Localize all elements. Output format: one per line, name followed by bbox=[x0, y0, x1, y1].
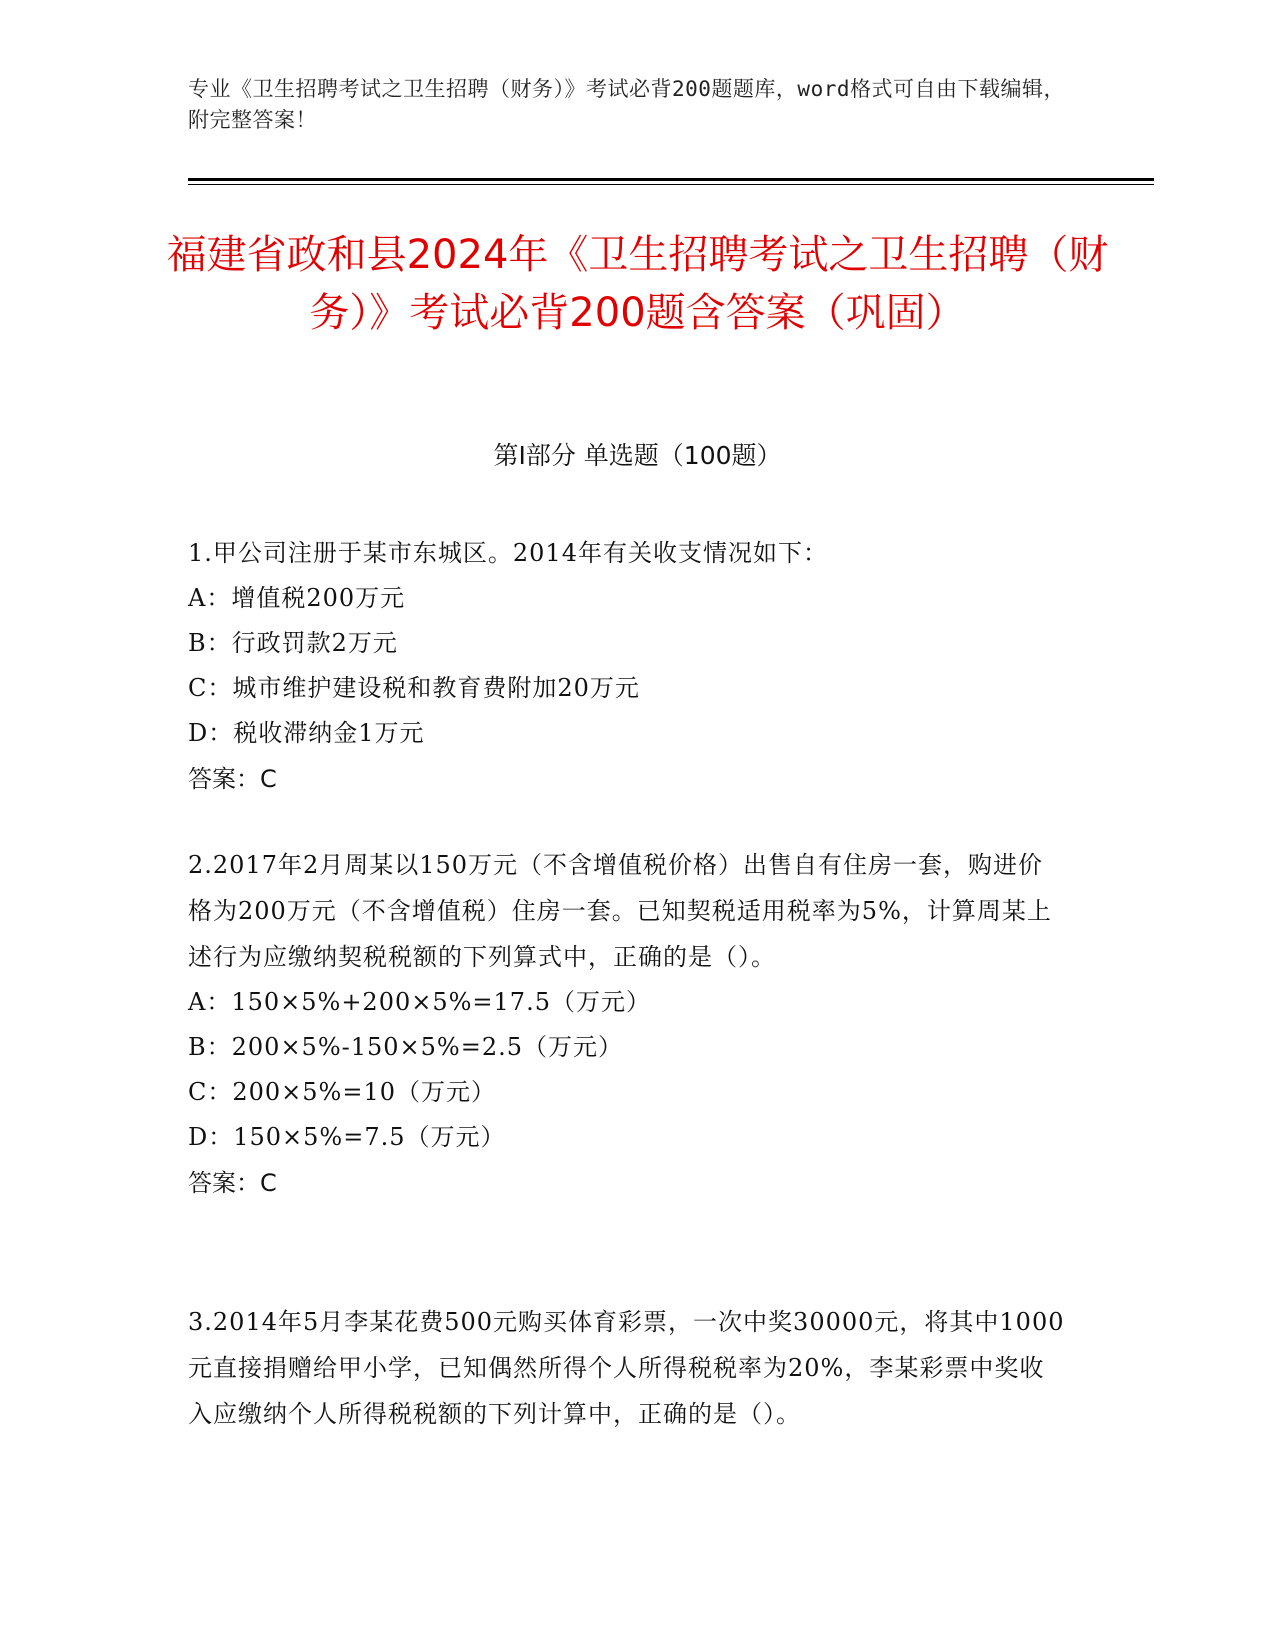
option-b: B：行政罚款2万元 bbox=[188, 629, 398, 657]
option-d: D：税收滞纳金1万元 bbox=[188, 719, 425, 747]
option-d: D：150×5%=7.5（万元） bbox=[188, 1123, 506, 1151]
header-divider-thick bbox=[188, 178, 1154, 181]
question-3 bbox=[188, 1299, 1068, 1437]
question-1 bbox=[188, 530, 1068, 802]
option-a: A：150×5%+200×5%=17.5（万元） bbox=[188, 988, 651, 1016]
question-stem: 3.2014年5月李某花费500元购买体育彩票，一次中奖30000元，将其中1000元直接捐赠给甲小学，已知偶然所得个人所得税税率为20%，李某彩票中奖收入应缴纳个人所得税税额的下列计算中，正确的是（）。 bbox=[188, 1308, 1065, 1428]
answer-line: 答案：C bbox=[188, 765, 277, 793]
option-c: C：200×5%=10（万元） bbox=[188, 1078, 497, 1106]
option-a: A：增值税200万元 bbox=[188, 584, 406, 612]
section-heading: 第Ⅰ部分 单选题（100题） bbox=[493, 441, 782, 470]
answer-line: 答案：C bbox=[188, 1169, 277, 1197]
option-b: B：200×5%-150×5%=2.5（万元） bbox=[188, 1033, 624, 1061]
header-divider-thin bbox=[188, 184, 1154, 185]
document-title: 福建省政和县2024年《卫生招聘考试之卫生招聘（财务）》考试必背200题含答案（巩固） bbox=[166, 232, 1109, 336]
question-stem: 2.2017年2月周某以150万元（不含增值税价格）出售自有住房一套，购进价格为200万元（不含增值税）住房一套。已知契税适用税率为5%，计算周某上述行为应缴纳契税税额的下列算式中，正确的是（）。 bbox=[188, 851, 1052, 971]
question-2 bbox=[188, 842, 1068, 1206]
question-stem: 1.甲公司注册于某市东城区。2014年有关收支情况如下： bbox=[188, 539, 828, 567]
option-c: C：城市维护建设税和教育费附加20万元 bbox=[188, 674, 640, 702]
header-note: 专业《卫生招聘考试之卫生招聘（财务）》考试必背200题题库，word格式可自由下载编辑，附完整答案！ bbox=[188, 77, 1065, 132]
